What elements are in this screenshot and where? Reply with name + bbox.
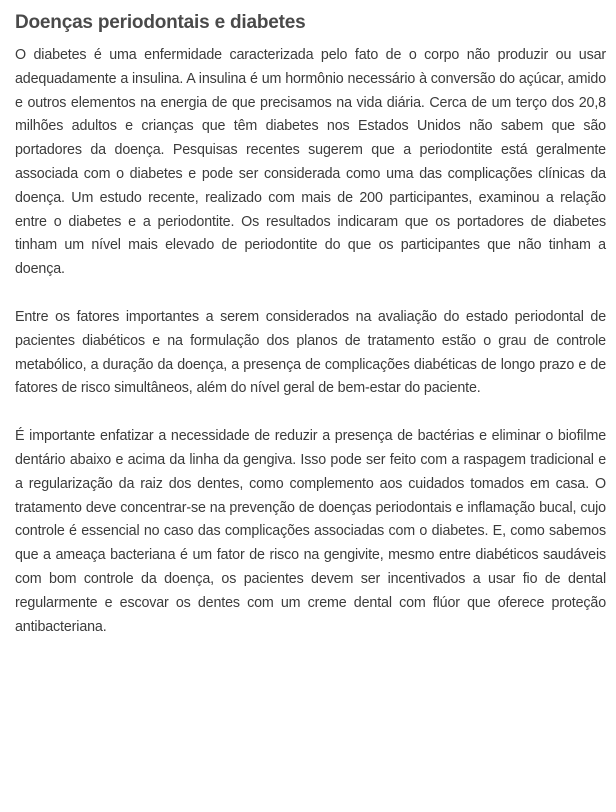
article-title: Doenças periodontais e diabetes (15, 12, 306, 33)
paragraph-spacer (15, 401, 606, 425)
article-paragraph-2: Entre os fatores importantes a serem considerados na avaliação do estado periodontal de pacientes diabéticos e na formulação dos planos de tratamento estão o grau de controle metabólico, a duração da doença, a presença de complicações diabéticas de longo prazo e de fatores de risco simultâneos, além do nível geral de bem-estar do paciente. (15, 308, 606, 397)
paragraph-spacer (15, 282, 606, 306)
article (15, 10, 606, 639)
article-paragraph-3: É importante enfatizar a necessidade de reduzir a presença de bactérias e eliminar o biofilme dentário abaixo e acima da linha da gengiva. Isso pode ser feito com a raspagem tradicional e a regularização da raiz dos dentes, como complemento aos cuidados tomados em casa. O tratamento deve concentrar-se na prevenção de doenças periodontais e inflamação bucal, cujo controle é essencial no caso das complicações associadas com o diabetes. E, como sabemos que a ameaça bacteriana é um fator de risco na gengivite, mesmo entre diabéticos saudáveis com bom controle da doença, os pacientes devem ser incentivados a usar fio de dental regularmente e escovar os dentes com um creme dental com flúor que oferece proteção antibacteriana. (15, 428, 606, 635)
article-paragraph-1: O diabetes é uma enfermidade caracterizada pelo fato de o corpo não produzir ou usar adequadamente a insulina. A insulina é um hormônio necessário à conversão do açúcar, amido e outros elementos na energia de que precisamos na vida diária. Cerca de um terço dos 20,8 milhões adultos e crianças que têm diabetes nos Estados Unidos não sabem que são portadores da doença. Pesquisas recentes sugerem que a periodontite está geralmente associada com o diabetes e pode ser considerada como uma das complicações clínicas da doença. Um estudo recente, realizado com mais de 200 participantes, examinou a relação entre o diabetes e a periodontite. Os resultados indicaram que os portadores de diabetes tinham um nível mais elevado de periodontite do que os participantes que não tinham a doença. (15, 47, 606, 278)
